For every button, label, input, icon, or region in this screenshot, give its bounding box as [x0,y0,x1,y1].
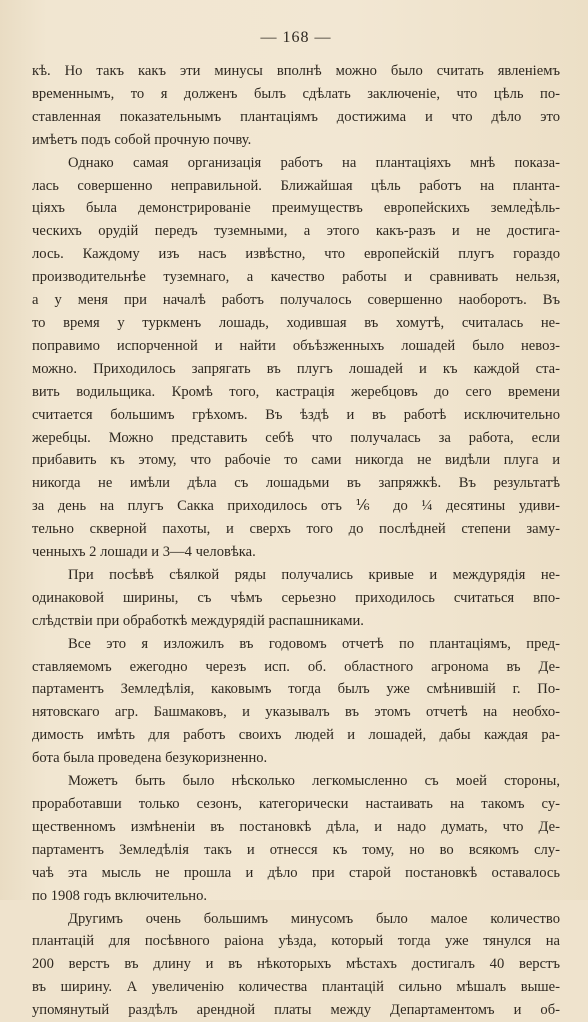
text-line: кѣ. Но такъ какъ эти минусы вполнѣ можно было считать явленіемъ [32,63,560,79]
text-line: Все это я изложилъ въ годовомъ отчетѣ по плантаціямъ, пред- [68,635,560,652]
text-line: чаѣ эта мысль не прошла и дѣло при старой постановкѣ оставалось [32,864,560,881]
text-line: партаментъ Земледѣлія такъ и отнесся къ тому, но во всякомъ слу- [32,841,560,858]
text-line: тельно скверной пахоты, и сверхъ того до послѣдней степени заму- [32,521,560,538]
text-line: ставляемомъ ежегодно черезъ исп. об. областного агронома въ Де- [32,658,560,675]
text-line: производительнѣе туземнаго, а качество работы и сравнивать нельзя, [32,269,560,286]
text-line: При посѣвѣ сѣялкой ряды получались кривые и междурядія не- [68,566,560,583]
text-line: партаментъ Земледѣлія, каковымъ тогда былъ уже смѣнившій г. По- [32,681,560,698]
paragraph [32,60,560,152]
text-line: считается большимъ грѣхомъ. Въ ѣздѣ и въ работѣ исключительно [32,406,560,423]
text-line: плантацій для посѣвного раіона уѣзда, который тогда уже тянулся на [32,933,560,950]
text-line: Однако самая организація работъ на плантаціяхъ мнѣ показа- [68,154,560,171]
text-line: въ ширину. А увеличенію количества плантацій сильно мѣшалъ выше- [32,979,560,996]
text-line: 200 верстъ въ длину и въ нѣкоторыхъ мѣстахъ достигалъ 40 верстъ [32,956,560,973]
text-line: прибавить къ этому, что рабочіе то сами никогда не видѣли плуга и [32,452,560,469]
text-line: поправимо испорченной и найти объѣзженныхъ лошадей было невоз- [32,337,560,354]
text-line: ціяхъ была демонстрированіе преимуществъ европейскихъ землед̀ѣль- [32,200,560,217]
text-line: лась совершенно неправильной. Ближайшая цѣль работъ на планта- [32,177,560,194]
text-line: одинаковой ширины, съ чѣмъ серьезно приходилось считаться впо- [32,589,560,606]
paragraph [32,770,560,907]
text-line: а у меня при началѣ работъ получалось совершенно наоборотъ. Въ [32,292,560,309]
page-number: — 168 — [260,29,332,46]
text-line: ставленная показательнымъ плантаціямъ достижима и что дѣло это [32,108,560,125]
text-line: бота была проведена безукоризненно. [32,750,268,767]
text-line: Можетъ быть было нѣсколько легкомысленно съ моей стороны, [68,773,560,790]
text-line: нятовскаго агр. Башмаковъ, и указывалъ въ этомъ отчетѣ на необхо- [32,704,560,721]
paragraph [32,152,560,564]
text-line: слѣдствіи при обработкѣ междурядій распашниками. [32,612,364,629]
text-line: упомянутый раздѣлъ арендной платы между Департаментомъ и об- [32,1002,560,1019]
text-line: никогда не имѣли дѣла съ лошадьми въ запряжкѣ. Въ результатѣ [32,475,560,492]
text-line: временнымъ, то я долженъ былъ сдѣлать заключеніе, что цѣль по- [32,85,560,102]
text-line: имѣетъ подъ собой прочную почву. [32,131,252,148]
text-line: то время у туркменъ лошадь, ходившая въ хомутѣ, считалась не- [32,314,560,331]
text-line: проработавши только сезонъ, категорически настаивать на такомъ су- [32,796,560,812]
text-line: ченныхъ 2 лошади и 3—4 человѣка. [32,544,256,561]
text-line: жеребцы. Можно представить себѣ что получалась за работа, если [32,429,560,446]
text-line: щественномъ измѣненіи въ постановкѣ дѣла, и надо думать, что Де- [32,818,560,835]
text-line: димость имѣть для работъ своихъ людей и лошадей, дабы каждая ра- [32,727,560,744]
text-line: ческихъ орудій передъ туземными, а этого какъ-разъ и не достига- [32,223,560,240]
text-line: Другимъ очень большимъ минусомъ было малое количество [68,910,560,927]
text-line: по 1908 годъ включительно. [32,887,208,904]
text-line: лось. Каждому изъ насъ извѣстно, что европейскій плугъ гораздо [32,246,560,263]
paragraph [32,564,560,633]
text-line: вить водильщика. Кромѣ того, кастрація жеребцовъ до сего времени [32,383,560,400]
page-body-text [32,60,560,1022]
text-line: за день на плугъ Сакка приходилось отъ ⅙ до ¼ десятины удиви- [32,498,560,515]
paragraph [32,633,560,770]
paragraph [32,908,560,1022]
text-line: можно. Приходилось запрягать въ плугъ лошадей и къ каждой ста- [32,360,560,377]
